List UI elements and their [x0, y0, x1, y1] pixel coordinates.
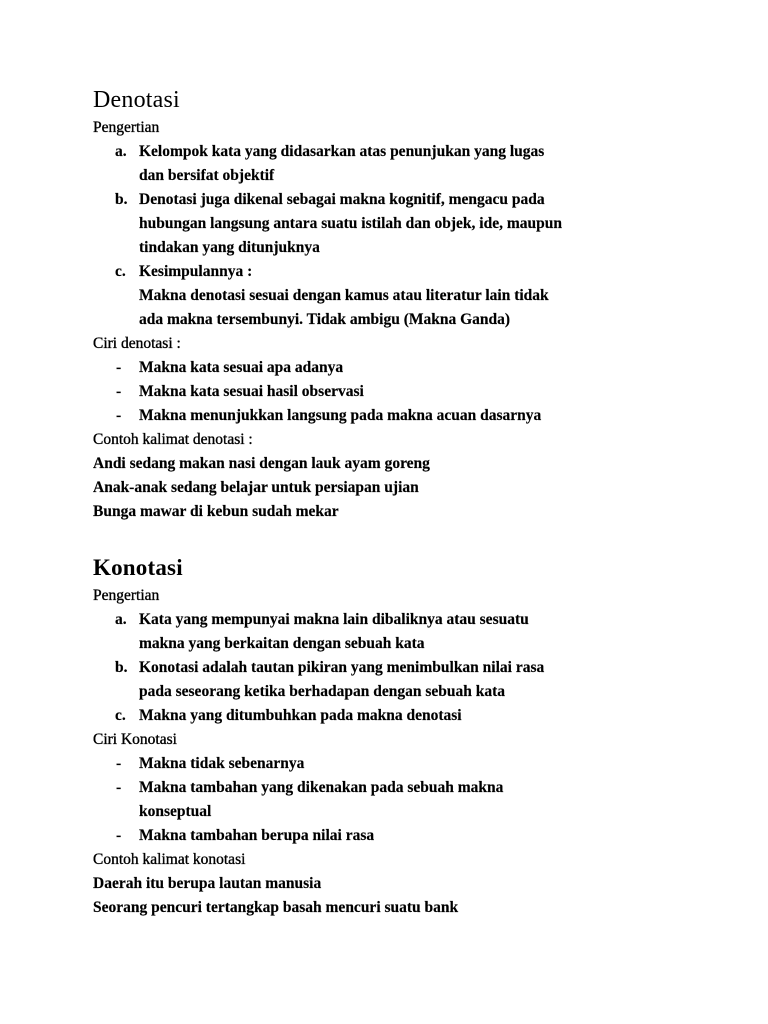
list-item-text: Denotasi juga dikenal sebagai makna kognitif, mengacu pada [139, 191, 545, 208]
list-item [93, 380, 693, 404]
konotasi-ciri-list [93, 752, 693, 848]
konotasi-pengertian-list [93, 608, 693, 728]
list-letter-marker: a. [115, 143, 127, 160]
konotasi-section [93, 552, 693, 920]
list-item [93, 656, 693, 704]
list-item-text: pada seseorang ketika berhadapan dengan sebuah kata [139, 683, 506, 700]
konotasi-pengertian-label: Pengertian [93, 587, 160, 604]
list-item-text: hubungan langsung antara suatu istilah dan objek, ide, maupun [139, 215, 562, 232]
list-item-text: Makna yang ditumbuhkan pada makna denotasi [139, 707, 462, 724]
denotasi-ciri-list [93, 356, 693, 428]
denotasi-contoh-label: Contoh kalimat denotasi : [93, 431, 253, 448]
denotasi-ciri-label: Ciri denotasi : [93, 335, 181, 352]
list-item-text: Kelompok kata yang didasarkan atas penunjukan yang lugas [139, 143, 545, 160]
denotasi-section [93, 84, 693, 524]
list-item-text: Kesimpulannya : [139, 263, 253, 280]
list-letter-marker: b. [115, 659, 128, 676]
list-item-text: Makna denotasi sesuai dengan kamus atau literatur lain tidak [139, 287, 549, 304]
denotasi-pengertian-label: Pengertian [93, 119, 160, 136]
denotasi-contoh-line: Bunga mawar di kebun sudah mekar [93, 503, 339, 520]
list-item-text: tindakan yang ditunjuknya [139, 239, 320, 256]
konotasi-heading: Konotasi [93, 555, 183, 580]
denotasi-heading: Denotasi [93, 87, 180, 113]
list-letter-marker: a. [115, 611, 127, 628]
list-dash-marker: - [116, 779, 122, 796]
list-dash-marker: - [116, 359, 122, 376]
konotasi-contoh-label: Contoh kalimat konotasi [93, 851, 246, 868]
list-item-text: dan bersifat objektif [139, 167, 275, 184]
list-item [93, 140, 693, 188]
list-item-text: Makna menunjukkan langsung pada makna acuan dasarnya [139, 407, 542, 424]
list-item-text: makna yang berkaitan dengan sebuah kata [139, 635, 425, 652]
list-item [93, 704, 693, 728]
denotasi-contoh-line: Anak-anak sedang belajar untuk persiapan ujian [93, 479, 419, 496]
list-item-text: Kata yang mempunyai makna lain dibaliknya atau sesuatu [139, 611, 529, 628]
konotasi-ciri-label: Ciri Konotasi [93, 731, 177, 748]
list-letter-marker: c. [115, 707, 126, 724]
konotasi-contoh-line: Seorang pencuri tertangkap basah mencuri suatu bank [93, 899, 459, 916]
list-dash-marker: - [116, 827, 122, 844]
list-item-text: konseptual [139, 803, 212, 820]
list-item-text: Makna tambahan berupa nilai rasa [139, 827, 375, 844]
denotasi-pengertian-list [93, 140, 693, 332]
list-letter-marker: c. [115, 263, 126, 280]
list-item [93, 752, 693, 776]
list-dash-marker: - [116, 755, 122, 772]
list-item-text: Makna tambahan yang dikenakan pada sebuah makna [139, 779, 504, 796]
list-dash-marker: - [116, 407, 122, 424]
list-item [93, 260, 693, 332]
list-item-text: Makna kata sesuai apa adanya [139, 359, 344, 376]
denotasi-contoh-line: Andi sedang makan nasi dengan lauk ayam goreng [93, 455, 430, 472]
list-item [93, 356, 693, 380]
list-dash-marker: - [116, 383, 122, 400]
list-item [93, 776, 693, 824]
list-item-text: ada makna tersembunyi. Tidak ambigu (Makna Ganda) [139, 311, 511, 328]
list-item-text: Konotasi adalah tautan pikiran yang menimbulkan nilai rasa [139, 659, 545, 676]
list-item [93, 404, 693, 428]
list-item [93, 824, 693, 848]
list-item-text: Makna kata sesuai hasil observasi [139, 383, 364, 400]
list-letter-marker: b. [115, 191, 128, 208]
list-item [93, 608, 693, 656]
list-item [93, 188, 693, 260]
konotasi-contoh-line: Daerah itu berupa lautan manusia [93, 875, 322, 892]
list-item-text: Makna tidak sebenarnya [139, 755, 305, 772]
